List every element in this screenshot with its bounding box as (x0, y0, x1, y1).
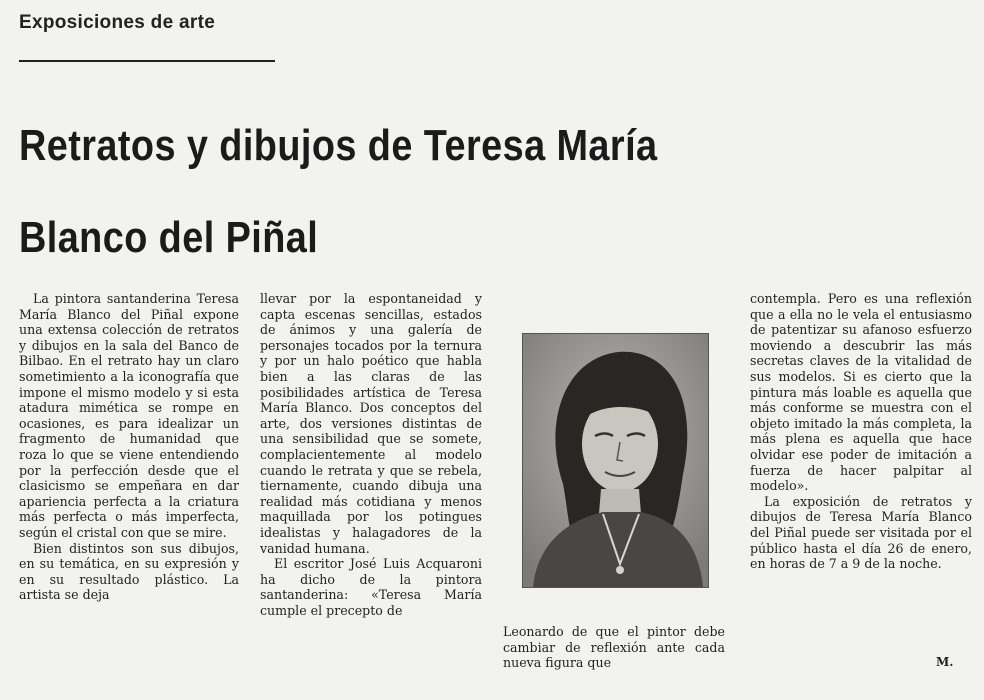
paragraph: llevar por la espontaneidad y capta escenas sencillas, estados de ánimos y una galería de personajes tocados por la ternura y por un halo poético que habla bien a las claras de las posibilidades artística de Teresa María Blanco. Dos conceptos del arte, dos versiones distintas de una sensibilidad que se somete, complacientemente al modelo cuando le retrata y que se rebela, tiernamente, cuando dibuja una realidad más cotidiana y menos maquillada por los potingues idealistas y halagadores de la vanidad humana. (260, 291, 482, 556)
portrait-illustration (523, 334, 708, 587)
article-column-4 (750, 291, 972, 651)
article-column-2 (260, 291, 482, 671)
paragraph: La pintora santanderina Teresa María Blanco del Piñal expone una extensa colección de retratos y dibujos en la sala del Banco de Bilbao. En el retrato hay un claro sometimiento a la iconografía que impone el mismo modelo y si esta atadura mimética se rompe en ocasiones, es para idealizar un fragmento de humanidad que roza lo que se viene entendiendo por la perfección desde que el clasicismo se empeñara en dar apariencia perfecta a la criatura más perfecta o más imperfecta, según el cristal con que se mire. (19, 291, 239, 540)
section-divider (19, 60, 275, 62)
section-label: Exposiciones de arte (19, 12, 216, 33)
headline-line-2: Blanco del Piñal (19, 213, 319, 262)
article-column-3 (503, 624, 725, 670)
portrait-photo (522, 333, 709, 588)
paragraph: La exposición de retratos y dibujos de Teresa María Blanco del Piñal puede ser visitada por el público hasta el día 26 de enero, en horas de 7 a 9 de la noche. (750, 493, 972, 572)
headline-line-1: Retratos y dibujos de Teresa María (19, 121, 658, 170)
paragraph: Leonardo de que el pintor debe cambiar de reflexión ante cada nueva figura que (503, 624, 725, 670)
paragraph: El escritor José Luis Acquaroni ha dicho de la pintora santanderina: «Teresa María cumple el precepto de (260, 556, 482, 618)
article-column-1 (19, 291, 239, 671)
headline (19, 100, 776, 284)
paragraph: contempla. Pero es una reflexión que a ella no le vela el entusiasmo de patentizar su afanoso esfuerzo moviendo a descubrir las más secretas claves de la vitalidad de sus modelos. Si es cierto que la pintura más loable es aquella que más conforme se muestra con el objeto imitado la más completa, la más plena es aquella que hace olvidar ese poder de imitación a fuerza de hacer palpitar al modelo». (750, 291, 972, 494)
author-signature: M. (936, 655, 954, 669)
paragraph: Bien distintos son sus dibujos, en su temática, en su expresión y en su resultado plástico. La artista se deja (19, 540, 239, 603)
